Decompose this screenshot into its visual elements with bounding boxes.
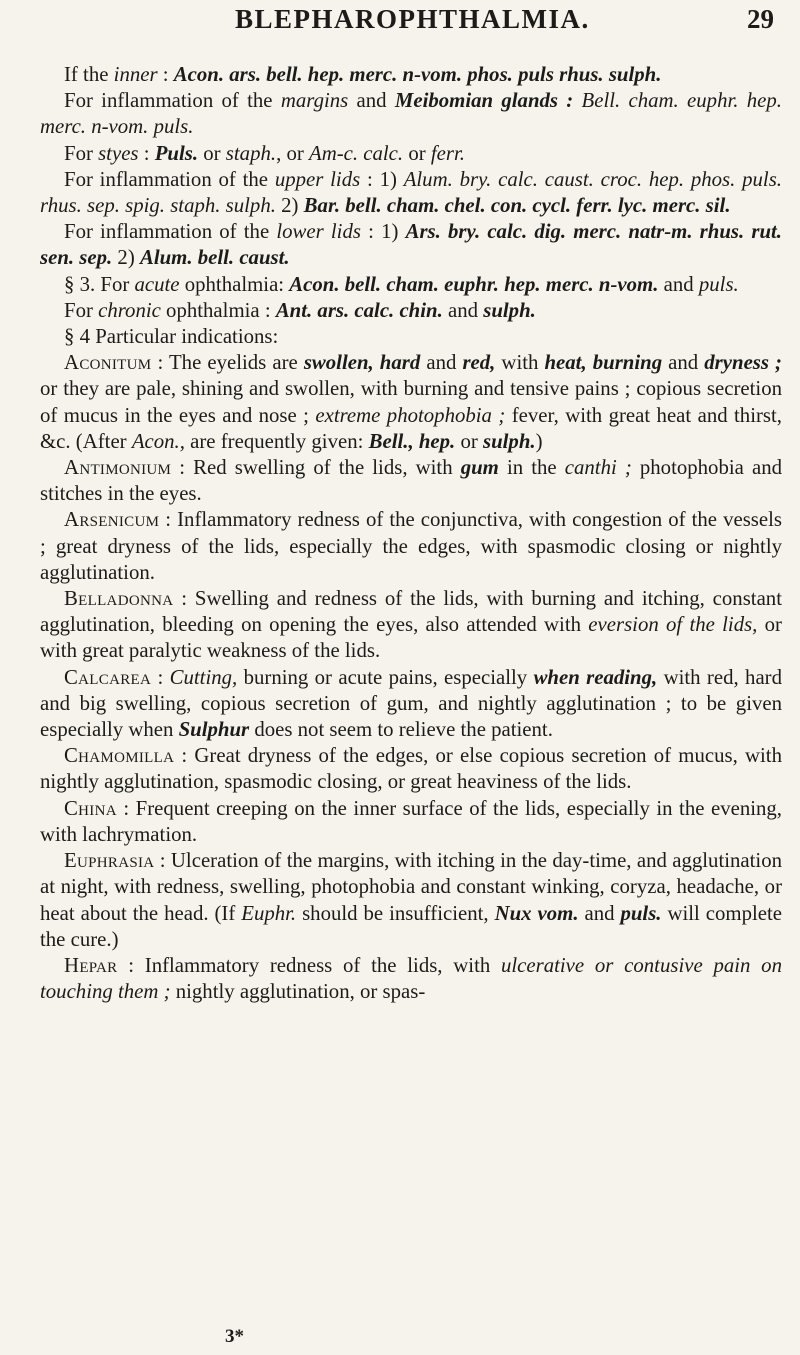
text: with xyxy=(495,351,545,375)
text: : 1) xyxy=(360,220,406,244)
remedy: Euphr. xyxy=(241,901,297,925)
text: : xyxy=(151,665,170,689)
remedy: staph. xyxy=(225,141,277,165)
text: ophthalmia : xyxy=(160,298,276,322)
symptom: canthi ; xyxy=(564,456,632,480)
entry-china xyxy=(40,796,782,848)
text: in the xyxy=(498,456,565,480)
entry-arsenicum xyxy=(40,507,782,586)
remedy: ferr. xyxy=(430,141,465,165)
text: or with great paralytic weakness of the lids. xyxy=(40,613,782,663)
text: : The eyelids are xyxy=(151,351,304,375)
paragraph-chronic xyxy=(40,298,782,324)
symptom: dryness ; xyxy=(704,351,782,375)
paragraph-upper-lids xyxy=(40,167,782,219)
text: should be insufficient, xyxy=(296,901,495,925)
text: 2) xyxy=(275,194,304,218)
text: : xyxy=(138,141,155,165)
text: : Great dryness of the edges, or else copious secretion of mucus, with nightly agglutination, spasmodic closing, or great heaviness of the lids. xyxy=(40,744,782,794)
text: and xyxy=(578,901,621,925)
text: with red, hard and big swelling, copious secretion of gum, and nightly agglutination ; to be given especially when xyxy=(40,665,783,742)
text: 2) xyxy=(112,246,140,270)
page-number: 29 xyxy=(747,4,774,34)
text: For xyxy=(64,141,99,165)
symptom: red, xyxy=(462,351,496,375)
text: or xyxy=(455,429,483,453)
remedy-list: Ars. bry. calc. dig. merc. natr-m. rhus. rut. sen. sep. xyxy=(40,220,783,270)
symptom: ulcerative or contusive pain on touching them ; xyxy=(40,953,782,1004)
text: are frequently given: xyxy=(184,429,369,453)
text: For inflammation of the xyxy=(64,167,275,191)
symptom: Cutting, xyxy=(169,665,238,689)
remedy-name: Belladonna xyxy=(64,587,174,611)
term: inner xyxy=(113,63,158,86)
entry-antimonium xyxy=(40,455,782,507)
text: : Swelling and redness of the lids, with burning and itching, constant agglutination, bleeding on opening the eyes, also attended with xyxy=(40,587,782,637)
remedy: Sulphur xyxy=(178,718,250,742)
remedy-name: Chamomilla xyxy=(64,744,175,768)
remedy: Acon., xyxy=(131,429,185,453)
term: upper lids xyxy=(274,167,361,191)
remedy: sulph. xyxy=(483,298,536,322)
text: burning or acute pains, especially xyxy=(237,665,534,689)
signature-mark: 3* xyxy=(225,1326,244,1347)
remedy-list: Bell., hep. xyxy=(368,429,456,453)
remedy-name: China xyxy=(64,796,117,820)
term: margins xyxy=(280,89,349,113)
page-header xyxy=(0,2,800,46)
remedy-name: Euphrasia xyxy=(64,849,155,873)
section-3-acute xyxy=(40,272,782,298)
remedy: puls. xyxy=(620,901,662,925)
text: and xyxy=(658,272,699,296)
text: : xyxy=(157,63,174,86)
symptom: gum xyxy=(460,456,499,480)
text: , or xyxy=(276,141,309,165)
text: fever, with great heat and thirst, &c. (After xyxy=(40,403,782,453)
text: nightly agglutination, or spas- xyxy=(170,980,426,1004)
paragraph-inner xyxy=(40,62,782,88)
text: For inflammation of the xyxy=(64,220,277,244)
text: For inflammation of the xyxy=(64,89,281,113)
text: and xyxy=(442,298,484,322)
symptom: when reading, xyxy=(533,665,658,689)
remedy-list: Acon. bell. cham. euphr. hep. merc. n-vom. xyxy=(289,272,659,296)
text xyxy=(573,89,581,112)
symptom: heat, burning xyxy=(544,351,663,375)
text: does not seem to relieve the patient. xyxy=(249,718,553,742)
term: styes xyxy=(98,141,139,165)
term: acute xyxy=(134,272,180,296)
text: For xyxy=(64,298,99,322)
entry-euphrasia xyxy=(40,848,782,953)
running-title: BLEPHAROPHTHALMIA. xyxy=(235,4,590,34)
page-body xyxy=(40,62,782,1005)
remedy: Puls. xyxy=(154,141,199,165)
term: chronic xyxy=(98,298,161,322)
entry-chamomilla xyxy=(40,743,782,795)
text: and xyxy=(348,89,395,113)
symptom: extreme photophobia ; xyxy=(315,403,506,427)
entry-hepar xyxy=(40,953,782,1005)
text: : Frequent creeping on the inner surface of the lids, especially in the evening, with lachrymation. xyxy=(40,796,782,846)
text: ophthalmia: xyxy=(179,272,290,296)
remedy-list: Ant. ars. calc. chin. xyxy=(275,298,443,322)
paragraph-margins xyxy=(40,88,782,140)
remedy-name: Antimonium xyxy=(64,456,172,480)
term: Meibomian glands : xyxy=(394,89,574,113)
text: or xyxy=(198,141,226,165)
entry-belladonna xyxy=(40,586,782,665)
remedy-list: Acon. ars. bell. hep. merc. n-vom. phos. puls rhus. sulph. xyxy=(173,63,662,86)
remedy-name: Calcarea xyxy=(64,665,152,689)
text: and xyxy=(420,351,463,375)
remedy-list: Alum. bell. caust. xyxy=(139,246,290,270)
text: or they are pale, shining and swollen, with burning and tensive pains ; copious secretion of mucus in the eyes and nose ; xyxy=(40,377,782,427)
entry-aconitum xyxy=(40,350,782,455)
remedy-name: Hepar xyxy=(64,953,118,977)
text: and xyxy=(662,351,705,375)
text: If the xyxy=(64,63,114,86)
text: : Ulceration of the margins, with itching in the day-time, and agglutination at night, with redness, swelling, photophobia and constant winking, coryza, headache, or heat about the head. (If xyxy=(40,849,782,925)
remedy-name: Arsenicum xyxy=(64,508,160,532)
text: : Inflammatory redness of the lids, with xyxy=(117,953,501,977)
remedy-list: Am-c. calc. xyxy=(309,141,404,165)
text: : 1) xyxy=(360,167,404,191)
remedy: puls. xyxy=(698,272,739,296)
text: ) xyxy=(535,429,543,453)
remedy-name: Aconitum xyxy=(64,351,152,375)
remedy-list: Bell. cham. euphr. hep. merc. n-vom. puls. xyxy=(40,89,782,139)
text: : Inflammatory redness of the conjunctiva, with congestion of the vessels ; great dryness of the lids, especially the edges, with spasmodic closing or nightly agglutination. xyxy=(40,508,782,584)
section-heading: § 4 Particular indications: xyxy=(64,325,279,349)
paragraph-lower-lids xyxy=(40,219,782,271)
remedy-list: Bar. bell. cham. chel. con. cycl. ferr. lyc. merc. sil. xyxy=(303,194,731,218)
text: § 3. For xyxy=(64,272,135,296)
remedy: Nux vom. xyxy=(494,901,579,925)
text: : Red swelling of the lids, with xyxy=(171,456,461,480)
paragraph-styes xyxy=(40,141,782,167)
entry-calcarea xyxy=(40,665,782,744)
remedy: sulph. xyxy=(482,429,536,453)
remedy-list: Alum. bry. calc. caust. croc. hep. phos. puls. rhus. sep. spig. staph. sulph. xyxy=(40,167,782,218)
text: or xyxy=(403,141,431,165)
section-4-heading xyxy=(40,324,782,350)
symptom: swollen, hard xyxy=(303,351,421,375)
symptom: eversion of the lids, xyxy=(588,613,758,637)
text: photophobia and stitches in the eyes. xyxy=(40,456,782,506)
term: lower lids xyxy=(276,220,361,244)
text: will complete the cure.) xyxy=(40,901,782,951)
